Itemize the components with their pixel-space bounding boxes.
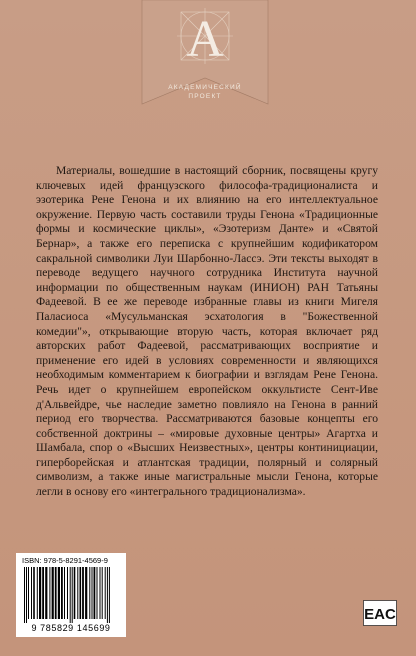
barcode-bar (55, 567, 57, 619)
barcode-bar (105, 567, 106, 619)
barcode-bar (94, 567, 96, 619)
barcode-bar (82, 567, 84, 619)
barcode-bar (102, 567, 103, 619)
publisher-name-line2: ПРОЕКТ (188, 93, 222, 100)
barcode-bar (80, 567, 82, 619)
barcode-bar (26, 567, 27, 623)
barcode-bar (49, 567, 50, 619)
barcode-bar (37, 567, 38, 619)
barcode-bar (109, 567, 110, 623)
isbn-label: ISBN: 978-5-8291-4569-9 (22, 556, 108, 565)
barcode-bar (39, 567, 41, 619)
barcode-bar (89, 567, 90, 619)
barcode-bar (45, 567, 47, 619)
barcode-bar (31, 567, 32, 619)
barcode-bar (67, 567, 68, 619)
barcode-bar (97, 567, 98, 619)
barcode-bar (64, 567, 65, 619)
barcode-bar (70, 567, 71, 623)
barcode-bar (72, 567, 73, 623)
publisher-name-line1: АКАДЕМИЧЕСКИЙ (168, 84, 242, 91)
barcode-digits: 9 785829 145699 (31, 623, 111, 633)
eac-text: EAC (364, 606, 396, 623)
barcode-bar (74, 567, 76, 619)
barcode-bar (85, 567, 87, 619)
barcode-bar (58, 567, 60, 619)
barcode-bar (77, 567, 78, 619)
barcode-bar (92, 567, 93, 619)
barcode-bars (24, 567, 118, 623)
barcode-bar (100, 567, 101, 619)
eac-certification-mark (363, 600, 397, 626)
logo-letter: A (186, 11, 224, 68)
barcode-bar (52, 567, 54, 619)
barcode-bar (28, 567, 29, 619)
barcode-bar (24, 567, 25, 623)
barcode-bar (42, 567, 44, 619)
barcode-bar (33, 567, 35, 619)
barcode-panel (16, 553, 126, 637)
book-description: Материалы, вошедшие в настоящий сборник, посвящены кругу ключевых идей французского философа-традиционалиста и эзотерика Рене Генона и их влиянию на его интеллектуальное окружение. Первую часть составили труды Генона «Традиционные формы и космические циклы», «Эзотеризм Данте» и «Святой Бернар», а также его переписка с крупнейшим кодификатором сакральной символики Луи Шарбонно-Лассэ. Эти тексты выходят в переводе ведущего научного сотрудника Института научной информации по общественным наукам (ИНИОН) РАН Татьяны Фадеевой. В ее же переводе избранные главы из книги Мигеля Паласиоса «Мусульманская эсхатология в "Божественной комедии"», открывающие вторую часть, которая включает ряд авторских работ Фадеевой, рассматривающих восприятие и применение его идей в условиях современности и являющихся необходимым комментарием к биографии и взглядам Рене Генона. Речь идет о крупнейшем европейском оккультисте Сент-Иве д'Альвейдре, чье наследие заметно повлияло на Генона в ранний период его творчества. Рассматриваются базовые концепты его собственной доктрины – «мировые духовные центры» Агартха и Шамбала, спор о «Высших Неизвестных», центры континициации, гиперборейская и атлантская традиции, полярный и солярный символизм, а также иные магистральные мысли Генона, которые легли в основу его «интегрального традиционализма». (36, 164, 378, 499)
barcode-bar (107, 567, 108, 623)
barcode-bar (61, 567, 63, 619)
